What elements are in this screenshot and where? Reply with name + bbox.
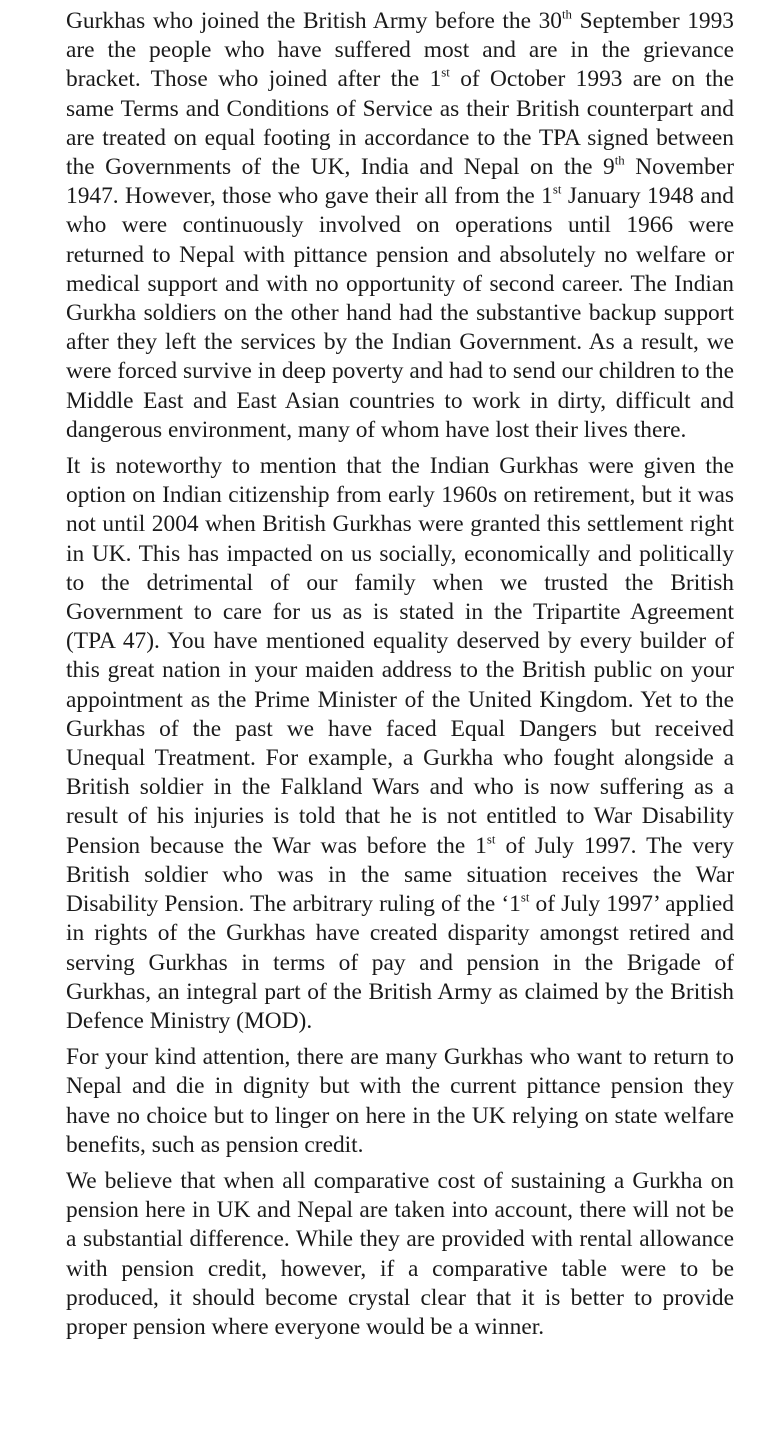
paragraph-4 xyxy=(66,1167,734,1342)
text-run: of October 1993 are on the same Terms and Conditions of Service as their British counterpart and are treated on equal footing in accordance to the TPA signed between the Governments of the UK, India and Nepal on the 9 xyxy=(66,66,734,181)
ordinal-superscript: th xyxy=(561,7,572,22)
text-run: September 1993 are the people who have suffered most and are in the grievance bracket. Those who joined after the 1 xyxy=(66,8,734,93)
text-run: November 1947. However, those who gave their all from the 1 xyxy=(66,154,734,210)
text-run: We believe that when all comparative cost of sustaining a Gurkha on pension here in UK and Nepal are taken into account, there will not be a substantial difference. While they are provided with rental allowance with pension credit, however, if a comparative table were to be produced, it should become crystal clear that it is better to provide proper pension where everyone would be a winner. xyxy=(66,1167,734,1340)
ordinal-superscript: th xyxy=(614,153,625,168)
text-run: of July 1997’ applied in rights of the Gurkhas have created disparity amongst retired and serving Gurkhas in terms of pay and pension in the Brigade of Gurkhas, an integral part of the British Army as claimed by the British Defence Ministry (MOD). xyxy=(66,891,734,1034)
text-run: Gurkhas who joined the British Army before the 30 xyxy=(66,8,562,34)
paragraph-1 xyxy=(66,7,734,445)
text-run: It is noteworthy to mention that the Indian Gurkhas were given the option on Indian citizenship from early 1960s on retirement, but it was not until 2004 when British Gurkhas were granted this settlement right in UK. This has impacted on us socially, economically and politically to the detrimental of our family when we trusted the British Government to care for us as is stated in the Tripartite Agreement (TPA 47). You have mentioned equality deserved by every builder of this great nation in your maiden address to the British public on your appointment as the Prime Minister of the United Kingdom. Yet to the Gurkhas of the past we have faced Equal Dangers but received Unequal Treatment. For example, a Gurkha who fought alongside a British soldier in the Falkland Wars and who is now suffering as a result of his injuries is told that he is not entitled to War Disability Pension because the War was before the 1 xyxy=(66,453,734,859)
paragraph-2 xyxy=(66,452,734,1036)
text-run: January 1948 and who were continuously involved on operations until 1966 were returned to Nepal with pittance pension and absolutely no welfare or medical support and with no opportunity of second career. The Indian Gurkha soldiers on the other hand had the substantive backup support after they left the services by the Indian Government. As a result, we were forced survive in deep poverty and had to send our children to the Middle East and East Asian countries to work in dirty, difficult and dangerous environment, many of whom have lost their lives there. xyxy=(66,183,734,443)
ordinal-superscript: st xyxy=(486,832,496,847)
text-run: of July 1997. The very British soldier who was in the same situation receives the War Disability Pension. The arbitrary ruling of the ‘1 xyxy=(66,832,734,918)
text-run: For your kind attention, there are many Gurkhas who want to return to Nepal and die in dignity but with the current pittance pension they have no choice but to linger on here in the UK relying on state welfare benefits, such as pension credit. xyxy=(66,1044,734,1158)
ordinal-superscript: st xyxy=(552,182,562,197)
clipped-top-line xyxy=(66,0,734,3)
document-body xyxy=(66,7,734,1349)
ordinal-superscript: st xyxy=(441,65,450,80)
paragraph-3 xyxy=(66,1043,734,1160)
ordinal-superscript: st xyxy=(520,890,530,905)
